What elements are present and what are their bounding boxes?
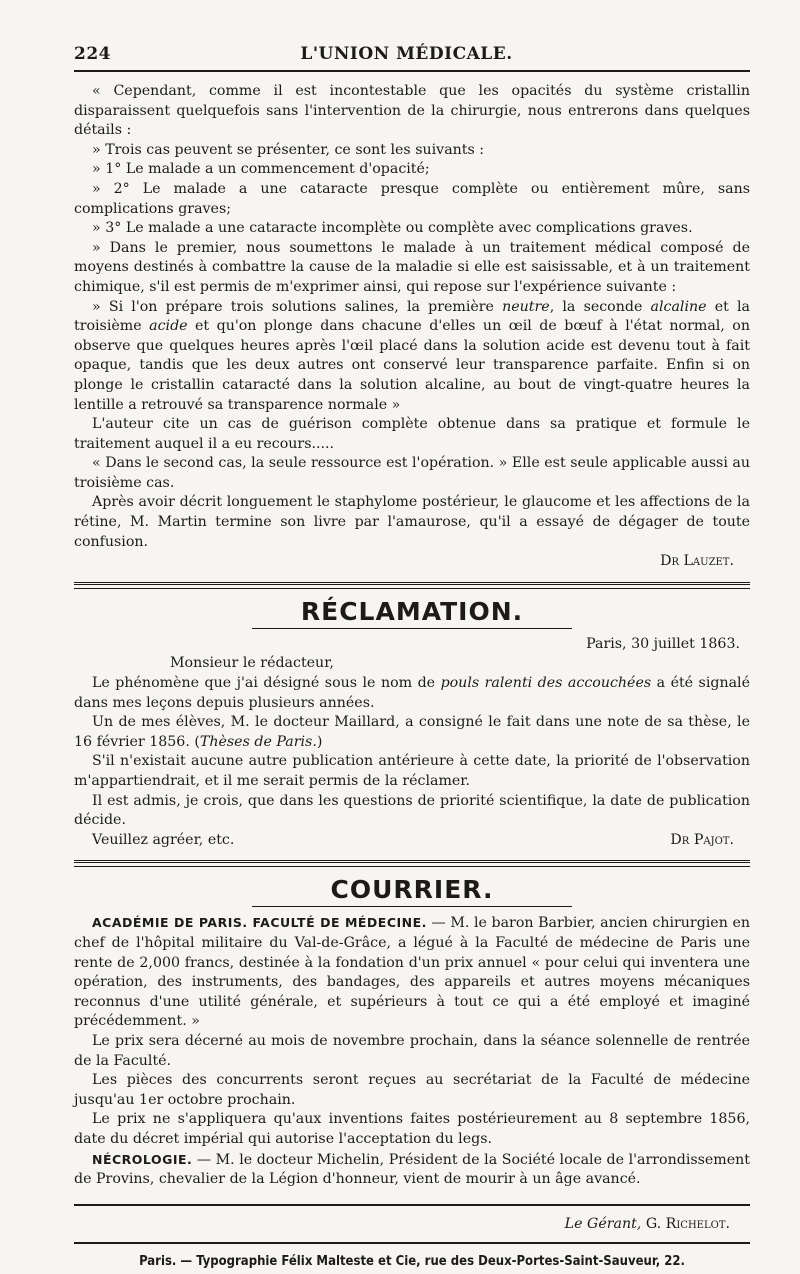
gerant-name: G. Richelot. xyxy=(645,1215,730,1232)
journal-title: L'UNION MÉDICALE. xyxy=(300,44,513,64)
title-underline xyxy=(252,906,572,907)
text-run: a été signalé dans mes leçons depuis plusieurs années. xyxy=(74,675,750,711)
gerant-role: Le Gérant, xyxy=(564,1215,642,1232)
letter-closing xyxy=(74,831,750,851)
text-run: » Si l'on prépare trois solutions salines, la première xyxy=(92,298,503,315)
review-paragraph: » 2° Le malade a une cataracte presque complète ou entièrement mûre, sans complications graves; xyxy=(74,180,750,217)
header-rule xyxy=(74,70,750,72)
italic-term: acide xyxy=(149,318,188,335)
text-run: Le phénomène que j'ai désigné sous le nom de xyxy=(92,675,441,692)
closing-formula: Veuillez agréer, etc. xyxy=(92,831,235,848)
news-item xyxy=(74,913,750,1032)
section-divider xyxy=(74,582,750,589)
review-paragraph: Après avoir décrit longuement le staphylome postérieur, le glaucome et les affections de la rétine, M. Martin termine son livre par l'amaurose, qu'il a essayé de dégager de toute confusion. xyxy=(74,494,750,550)
italic-term: Thèses de Paris. xyxy=(199,733,317,750)
running-head xyxy=(74,44,750,64)
italic-term: alcaline xyxy=(650,298,707,315)
gerant-line xyxy=(74,1216,750,1232)
page-number: 224 xyxy=(74,44,111,64)
letter-dateline: Paris, 30 juillet 1863. xyxy=(586,635,740,652)
review-signature-line xyxy=(74,552,750,572)
text-run: ) xyxy=(316,733,323,750)
text-run: et la troisième xyxy=(74,298,750,335)
news-label: NÉCROLOGIE. xyxy=(92,1151,193,1167)
section-divider xyxy=(74,860,750,867)
section-title: COURRIER. xyxy=(330,875,494,905)
news-label: ACADÉMIE DE PARIS. FACULTÉ DE MÉDECINE. xyxy=(92,915,427,931)
author-signature: Dr Lauzet. xyxy=(660,553,734,570)
author-signature: Dr Pajot. xyxy=(670,831,734,848)
footer-rule xyxy=(74,1242,750,1244)
news-paragraph: Le prix sera décerné au mois de novembre prochain, dans la séance solennelle de rentrée de la Faculté. xyxy=(74,1032,750,1069)
review-paragraph xyxy=(74,298,750,416)
letter-paragraph: S'il n'existait aucune autre publication antérieure à cette date, la priorité de l'observation m'appartiendrait, et il me serait permis de la réclamer. xyxy=(74,753,750,789)
text-run: — M. le baron Barbier, ancien chirurgien en chef de l'hôpital militaire du Val-de-Grâce, a légué à la Faculté de médecine de Paris une rente de 2,000 francs, destinée à la fondation d'un prix annuel « pour celui qui inventera une opération, des instruments, des bandages, des appareils et autres moyens mécaniques reconnus d'une utilité générale, et supérieurs à tout ce qui a été employé et imaginé précédemment. » xyxy=(74,915,750,1030)
text-run: et qu'on plonge dans chacune d'elles un œil de bœuf à l'état normal, on observe que quelques heures après l'œil placé dans la solution acide est devenu tout à fait opaque, tandis que les deux autres ont conservé leur transparence parfaite. Enfin si on plonge le cristallin cataracté dans la solution alcaline, au bout de vingt-quatre heures la lentille a retrouvé sa transparence normale » xyxy=(74,318,750,413)
reclamation-section xyxy=(74,597,750,851)
text-run: — M. le docteur Michelin, Président de la Société locale de l'arrondissement de Provins, chevalier de la Légion d'honneur, vient de mourir à un âge avancé. xyxy=(74,1151,750,1188)
review-paragraph: » Trois cas peuvent se présenter, ce sont les suivants : xyxy=(92,141,485,158)
review-paragraph: » 1° Le malade a un commencement d'opacité; xyxy=(92,161,430,178)
italic-term: pouls ralenti des accouchées xyxy=(440,675,652,692)
news-paragraph: Le prix ne s'appliquera qu'aux inventions faites postérieurement au 8 septembre 1856, date du décret impérial qui autorise l'acceptation du legs. xyxy=(74,1111,750,1147)
text-run: Un de mes élèves, M. le docteur Maillard, a consigné le fait dans une note de sa thèse, le 16 février 1856. ( xyxy=(74,714,750,750)
news-item xyxy=(74,1150,750,1190)
title-underline xyxy=(252,628,572,629)
news-paragraph: Les pièces des concurrents seront reçues au secrétariat de la Faculté de médecine jusqu'au 1er octobre prochain. xyxy=(74,1072,750,1108)
footer-rule-top xyxy=(74,1204,750,1206)
italic-term: neutre xyxy=(502,298,550,315)
letter-paragraph xyxy=(74,674,750,713)
letter-paragraph xyxy=(74,713,750,752)
text-run: , la seconde xyxy=(549,298,651,315)
book-review-section xyxy=(74,82,750,572)
review-closing xyxy=(74,493,750,552)
section-title: RÉCLAMATION. xyxy=(300,596,524,626)
review-paragraph: » 3° Le malade a une cataracte incomplète ou complète avec complications graves. xyxy=(92,220,693,237)
review-paragraph: « Dans le second cas, la seule ressource est l'opération. » Elle est seule applicable aussi au troisième cas. xyxy=(74,455,750,491)
letter-paragraph: Il est admis, je crois, que dans les questions de priorité scientifique, la date de publication décide. xyxy=(74,792,750,829)
letter-salutation: Monsieur le rédacteur, xyxy=(170,655,334,672)
review-paragraph: L'auteur cite un cas de guérison complète obtenue dans sa pratique et formule le traitement auquel il a eu recours..... xyxy=(74,416,750,452)
review-paragraph: » Dans le premier, nous soumettons le malade à un traitement médical composé de moyens destinés à combattre la cause de la maladie si elle est saisissable, et à un traitement chimique, s'il est permis de m'exprimer ainsi, qui repose sur l'expérience suivante : xyxy=(74,239,750,295)
courrier-section xyxy=(74,875,750,1189)
review-paragraph: « Cependant, comme il est incontestable que les opacités du système cristallin disparaissent quelquefois sans l'intervention de la chirurgie, nous entrerons dans quelques détails : xyxy=(74,83,750,139)
printer-imprint: Paris. — Typographie Félix Malteste et Cie, rue des Deux-Portes-Saint-Sauveur, 22. xyxy=(139,1253,685,1269)
